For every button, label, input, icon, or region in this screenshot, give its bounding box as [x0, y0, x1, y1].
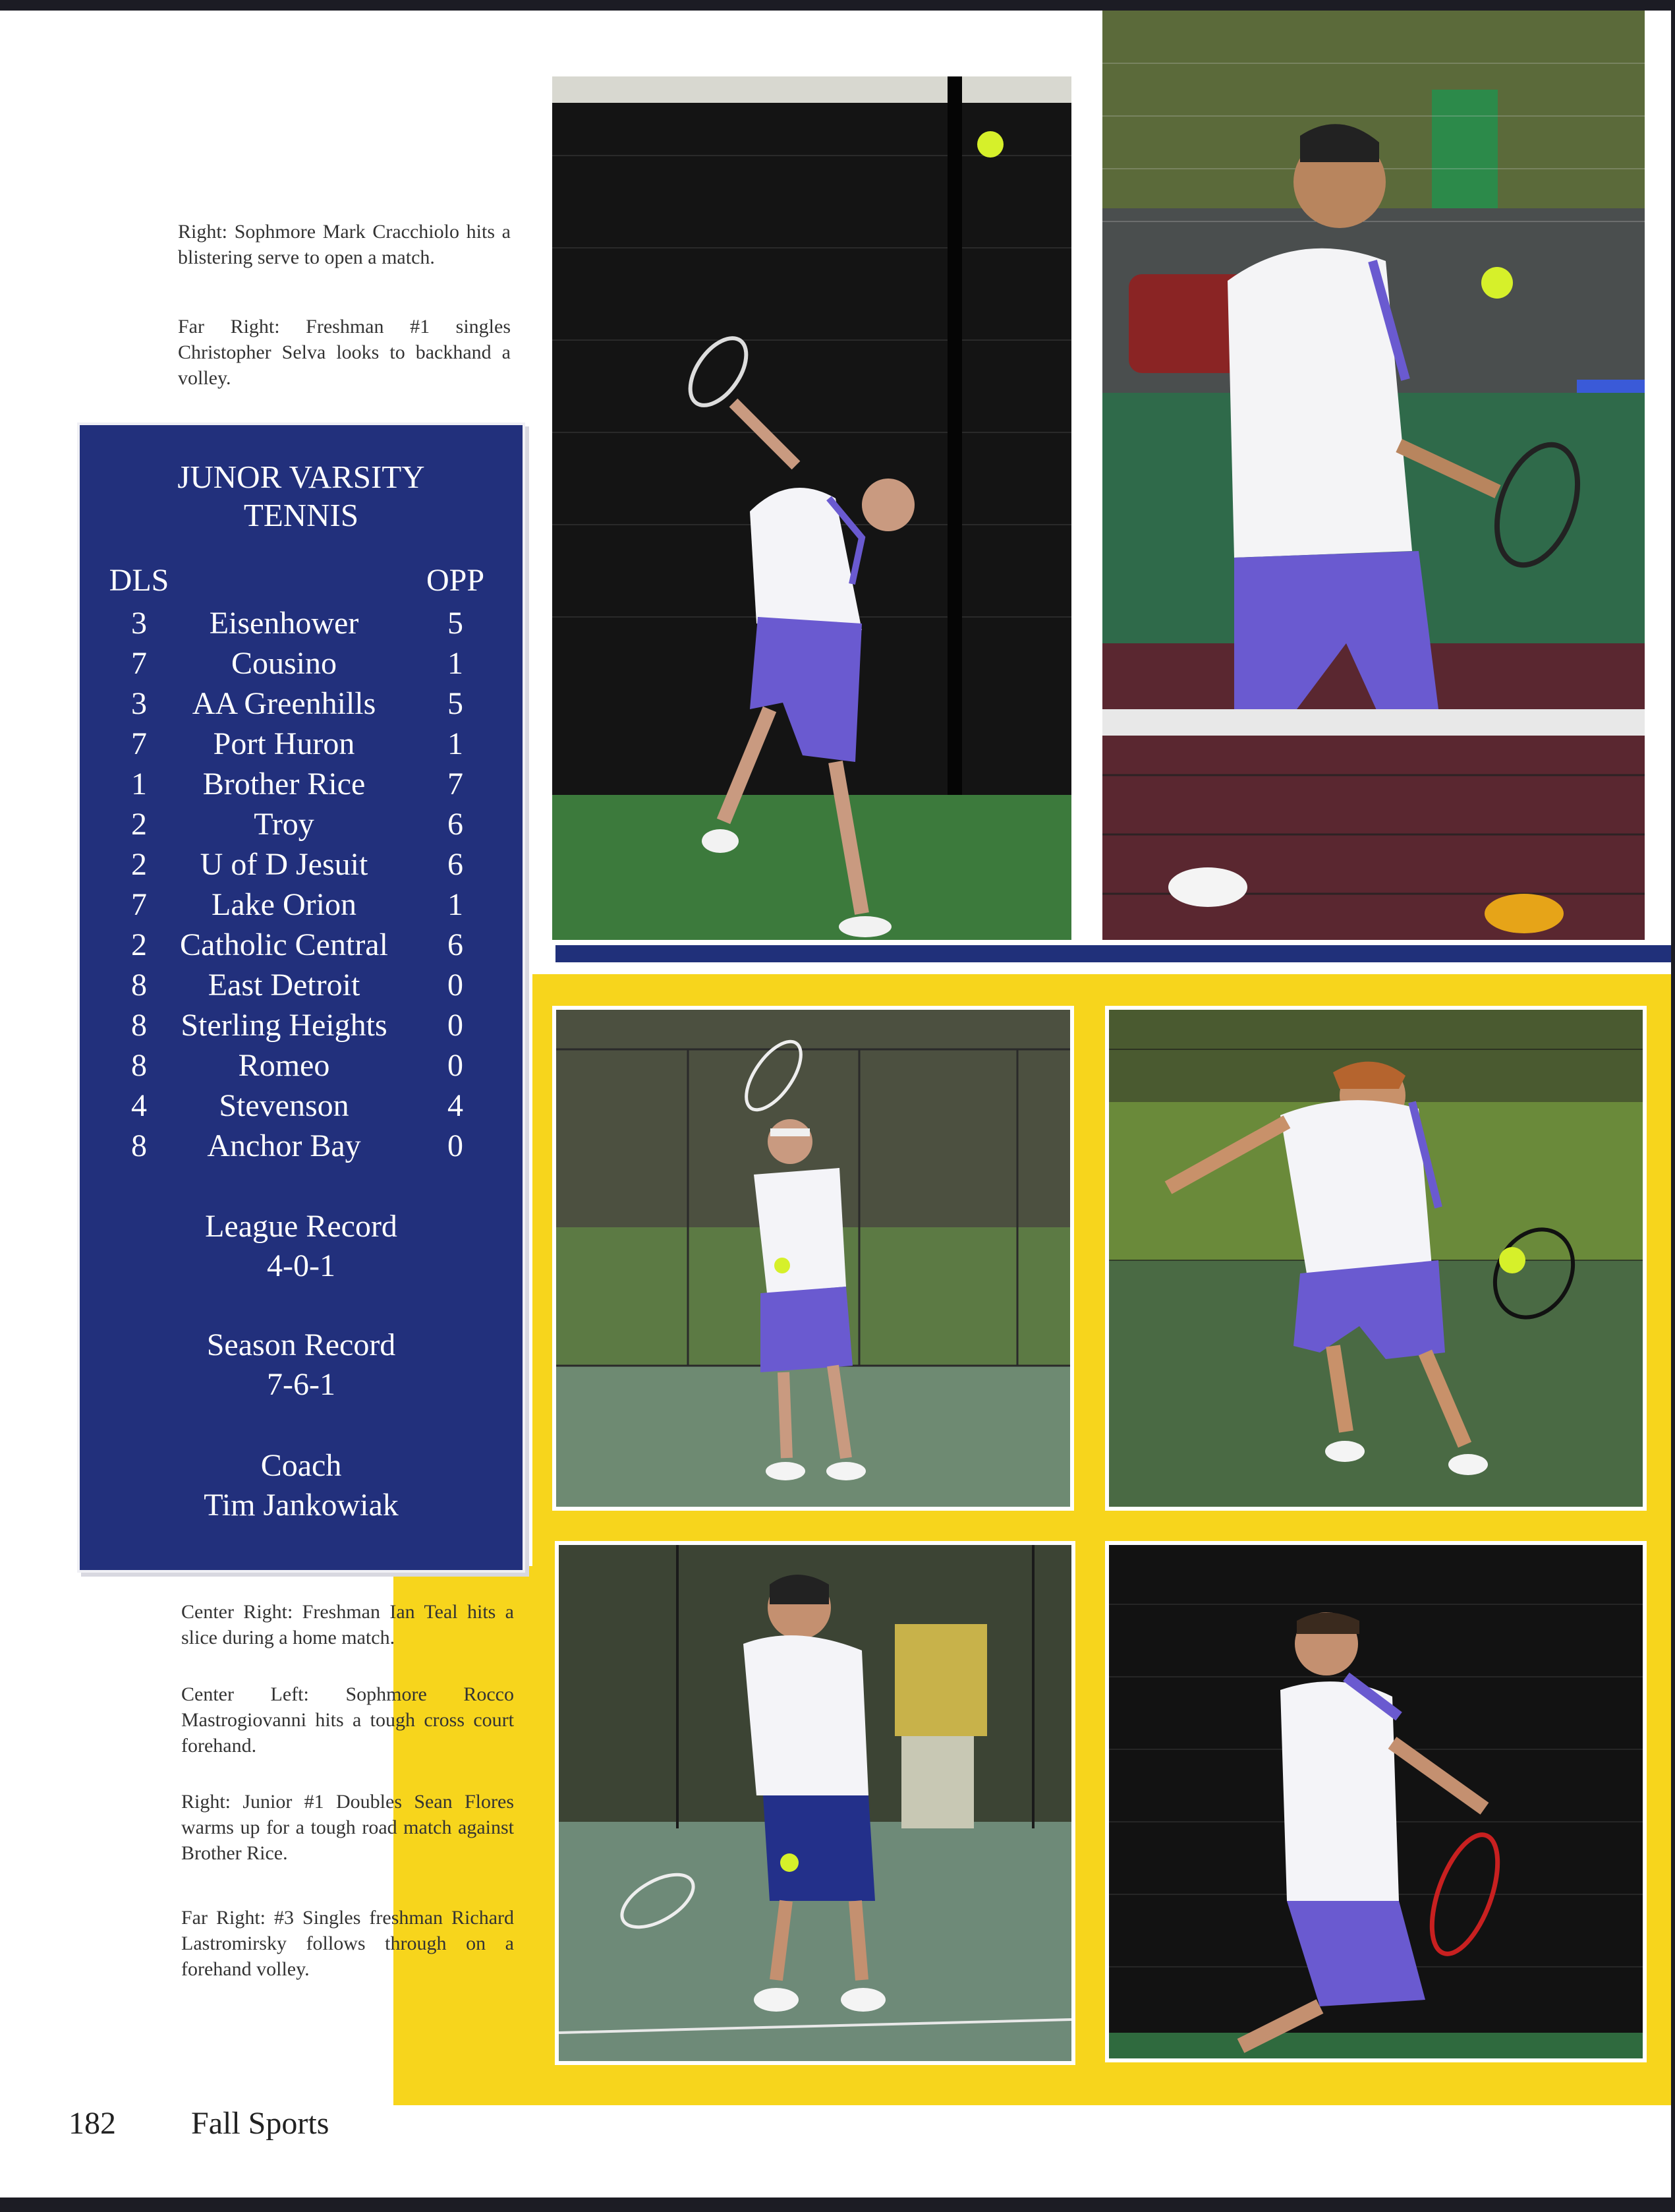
opp-score: 7	[447, 767, 463, 801]
opponent-name: U of D Jesuit	[200, 847, 368, 882]
photo-warmup	[555, 1541, 1075, 2065]
caption-warmup: Right: Junior #1 Doubles Sean Flores warms up for a tough road match against Brother Rice.	[181, 1791, 514, 1864]
photo-backhand	[1102, 11, 1645, 940]
opponent-name: East Detroit	[208, 968, 360, 1003]
opp-score: 6	[447, 807, 463, 842]
season-record-label: Season Record	[206, 1327, 396, 1362]
coach-name: Tim Jankowiak	[204, 1488, 399, 1523]
result-row	[80, 764, 523, 804]
opponent-name: AA Greenhills	[192, 686, 376, 721]
result-row	[80, 804, 523, 844]
dls-score: 2	[131, 927, 147, 962]
yearbook-page	[0, 11, 1671, 2197]
dls-score: 7	[131, 726, 147, 761]
scoreboard-title-line2: TENNIS	[243, 497, 359, 533]
result-row	[80, 1045, 523, 1086]
opponent-name: Anchor Bay	[207, 1128, 361, 1163]
volley-photo-art	[1109, 1545, 1643, 2058]
season-record-value: 7-6-1	[267, 1367, 335, 1402]
result-row	[80, 965, 523, 1005]
photo-slice	[552, 1006, 1074, 1511]
league-record-value: 4-0-1	[267, 1248, 335, 1283]
page-number: 182	[69, 2106, 116, 2141]
opp-score: 6	[447, 847, 463, 882]
serve-photo-art	[552, 76, 1071, 940]
opp-score: 4	[447, 1088, 463, 1123]
photo-volley	[1105, 1541, 1647, 2062]
coach-label: Coach	[260, 1448, 342, 1483]
caption-slice: Center Right: Freshman Ian Teal hits a slice during a home match.	[181, 1601, 514, 1648]
dls-score: 8	[131, 1008, 147, 1043]
dls-column-header: DLS	[109, 563, 169, 598]
result-row	[80, 1126, 523, 1166]
photo-serve	[552, 76, 1071, 940]
dls-score: 7	[131, 646, 147, 681]
caption-volley: Far Right: #3 Singles freshman Richard Lastromirsky follows through on a forehand volley.	[181, 1907, 514, 1980]
jv-tennis-scoreboard	[77, 422, 525, 1573]
result-row	[80, 925, 523, 965]
result-row	[80, 643, 523, 684]
scoreboard-title-line1: JUNOR VARSITY	[177, 459, 425, 495]
opp-score: 0	[447, 1128, 463, 1163]
result-row	[80, 684, 523, 724]
scoreboard-header	[80, 560, 523, 600]
opp-score: 1	[447, 887, 463, 922]
opponent-name: Port Huron	[213, 726, 355, 761]
opp-score: 1	[447, 726, 463, 761]
opponent-name: Stevenson	[219, 1088, 349, 1123]
opponent-name: Romeo	[238, 1048, 330, 1083]
opponent-name: Troy	[254, 807, 314, 842]
dls-score: 8	[131, 1048, 147, 1083]
opponent-name: Lake Orion	[212, 887, 356, 922]
opp-score: 5	[447, 686, 463, 721]
league-record-label: League Record	[205, 1209, 397, 1244]
result-row	[80, 1086, 523, 1126]
opponent-name: Cousino	[231, 646, 337, 681]
result-row	[80, 603, 523, 643]
dls-score: 4	[131, 1088, 147, 1123]
caption-forehand: Center Left: Sophmore Rocco Mastrogiovanni hits a tough cross court forehand.	[181, 1683, 514, 1757]
dls-score: 1	[131, 767, 147, 801]
result-row	[80, 1005, 523, 1045]
opponent-name: Brother Rice	[202, 767, 366, 801]
opp-score: 0	[447, 968, 463, 1003]
opp-column-header: OPP	[426, 563, 485, 598]
opponent-name: Eisenhower	[209, 606, 359, 641]
dls-score: 2	[131, 807, 147, 842]
backhand-photo-art	[1102, 11, 1645, 940]
dls-score: 8	[131, 968, 147, 1003]
forehand-photo-art	[1109, 1010, 1643, 1507]
dls-score: 7	[131, 887, 147, 922]
dls-score: 8	[131, 1128, 147, 1163]
result-row	[80, 885, 523, 925]
opp-score: 5	[447, 606, 463, 641]
opponent-name: Catholic Central	[180, 927, 388, 962]
warmup-photo-art	[559, 1545, 1071, 2061]
opp-score: 6	[447, 927, 463, 962]
photo-forehand	[1105, 1006, 1647, 1511]
navy-divider	[555, 945, 1671, 962]
opp-score: 0	[447, 1048, 463, 1083]
slice-photo-art	[556, 1010, 1070, 1507]
result-row	[80, 844, 523, 885]
dls-score: 2	[131, 847, 147, 882]
caption-serve: Right: Sophmore Mark Cracchiolo hits a blistering serve to open a match.	[178, 221, 511, 268]
dls-score: 3	[131, 606, 147, 641]
result-row	[80, 724, 523, 764]
opponent-name: Sterling Heights	[181, 1008, 387, 1043]
caption-backhand: Far Right: Freshman #1 singles Christopher Selva looks to backhand a volley.	[178, 316, 511, 389]
opp-score: 1	[447, 646, 463, 681]
dls-score: 3	[131, 686, 147, 721]
opp-score: 0	[447, 1008, 463, 1043]
section-title: Fall Sports	[191, 2106, 329, 2141]
